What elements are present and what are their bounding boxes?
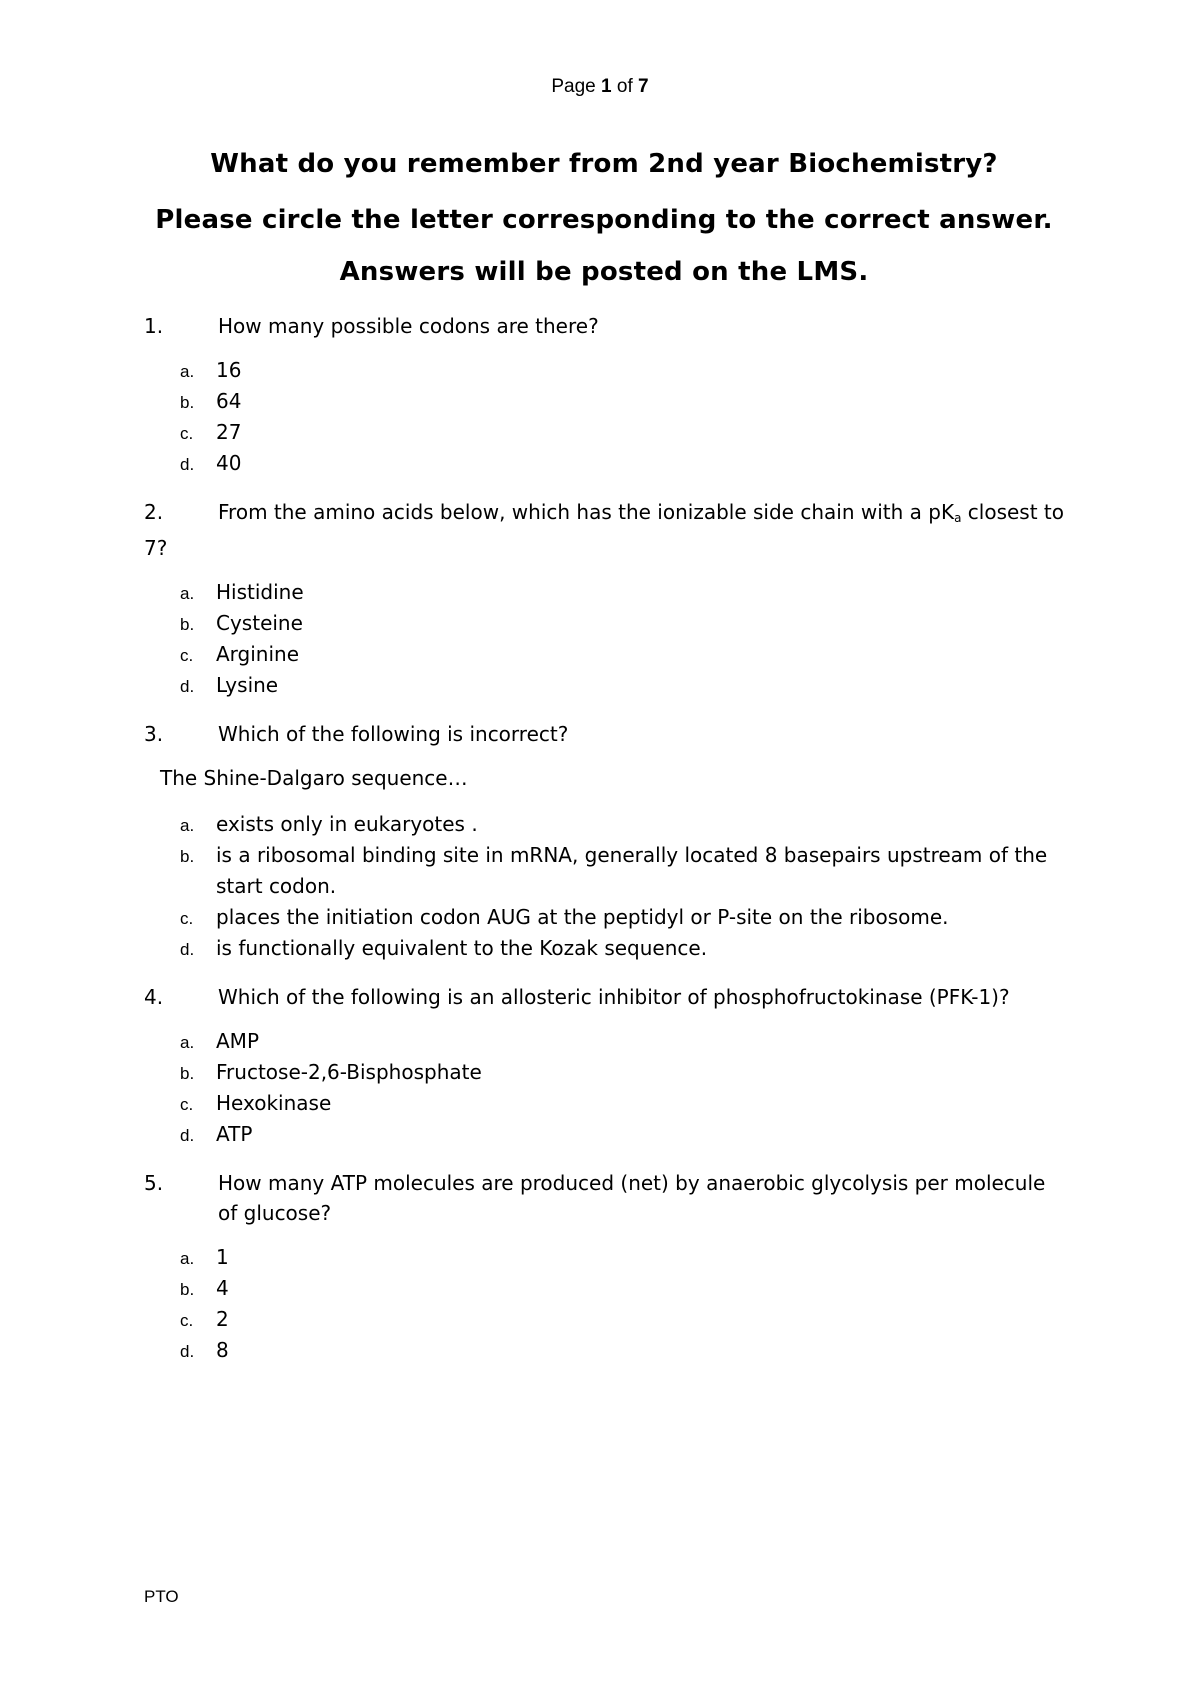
question-number: 2.	[144, 500, 164, 524]
document-title: What do you remember from 2nd year Biochemistry?	[210, 149, 998, 179]
question-3-stem: The Shine-Dalgaro sequence…	[160, 766, 468, 790]
option-d[interactable]	[180, 933, 1064, 964]
option-text: 27	[216, 420, 242, 444]
option-b[interactable]	[180, 608, 1064, 639]
option-letter[interactable]: b.	[180, 615, 195, 634]
current-page: 1	[601, 76, 612, 97]
option-c[interactable]	[180, 639, 1064, 670]
question-3-options	[180, 809, 1064, 964]
option-c[interactable]	[180, 1304, 1064, 1335]
question-number: 5.	[144, 1171, 164, 1195]
option-text: Fructose-2,6-Bisphosphate	[216, 1060, 482, 1084]
option-text: Cysteine	[216, 611, 303, 635]
option-letter[interactable]: d.	[180, 940, 195, 959]
option-letter[interactable]: b.	[180, 393, 195, 412]
option-letter[interactable]: b.	[180, 847, 195, 866]
option-letter[interactable]: d.	[180, 1126, 195, 1145]
option-d[interactable]	[180, 448, 1064, 479]
question-5-options	[180, 1242, 1064, 1366]
option-text: places the initiation codon AUG at the peptidyl or P-site on the ribosome.	[216, 905, 949, 929]
option-letter[interactable]: a.	[180, 1033, 195, 1052]
document-body	[144, 145, 1064, 1384]
question-2	[144, 497, 1064, 563]
question-text: How many possible codons are there?	[218, 314, 599, 338]
question-number: 4.	[144, 985, 164, 1009]
page-number	[0, 76, 1200, 98]
question-text: How many ATP molecules are produced (net) by anaerobic glycolysis per molecule of glucose?	[218, 1171, 1046, 1225]
option-letter[interactable]: a.	[180, 1249, 195, 1268]
instructions-heading: Please circle the letter corresponding to the correct answer.	[155, 205, 1053, 235]
option-a[interactable]	[180, 355, 1064, 386]
option-text: exists only in eukaryotes .	[216, 812, 478, 836]
option-a[interactable]	[180, 809, 1064, 840]
option-letter[interactable]: c.	[180, 1095, 194, 1114]
option-text: 40	[216, 451, 242, 475]
question-4-options	[180, 1026, 1064, 1150]
option-text: 64	[216, 389, 242, 413]
page-label: Page	[551, 76, 596, 97]
option-a[interactable]	[180, 1026, 1064, 1057]
option-text: AMP	[216, 1029, 259, 1053]
option-letter[interactable]: b.	[180, 1064, 195, 1083]
option-c[interactable]	[180, 902, 1064, 933]
option-text: 4	[216, 1276, 229, 1300]
footer-pto: PTO	[144, 1587, 179, 1606]
question-2-options	[180, 577, 1064, 701]
option-letter[interactable]: d.	[180, 455, 195, 474]
option-letter[interactable]: d.	[180, 677, 195, 696]
option-letter[interactable]: a.	[180, 816, 195, 835]
question-text-continued: closest to 7?	[144, 500, 1065, 560]
option-text: Hexokinase	[216, 1091, 332, 1115]
question-text: Which of the following is incorrect?	[218, 722, 569, 746]
option-letter[interactable]: b.	[180, 1280, 195, 1299]
question-1	[144, 311, 1064, 341]
question-number: 3.	[144, 722, 164, 746]
question-1-options	[180, 355, 1064, 479]
question-3	[144, 719, 1064, 749]
question-5	[144, 1168, 1064, 1228]
answers-note-heading: Answers will be posted on the LMS.	[339, 257, 869, 287]
option-text: is functionally equivalent to the Kozak sequence.	[216, 936, 708, 960]
question-number: 1.	[144, 314, 164, 338]
option-b[interactable]	[180, 1057, 1064, 1088]
option-letter[interactable]: c.	[180, 424, 194, 443]
option-text: 2	[216, 1307, 229, 1331]
option-b[interactable]	[180, 1273, 1064, 1304]
question-text: Which of the following is an allosteric inhibitor of phosphofructokinase (PFK-1)?	[218, 985, 1010, 1009]
option-text: Lysine	[216, 673, 279, 697]
option-d[interactable]	[180, 670, 1064, 701]
option-letter[interactable]: c.	[180, 646, 194, 665]
option-letter[interactable]: c.	[180, 1311, 194, 1330]
option-text: Arginine	[216, 642, 300, 666]
option-d[interactable]	[180, 1335, 1064, 1366]
question-text: From the amino acids below, which has the ionizable side chain with a pK	[218, 500, 955, 524]
option-a[interactable]	[180, 1242, 1064, 1273]
option-text: Histidine	[216, 580, 304, 604]
of-label: of	[616, 76, 633, 97]
option-letter[interactable]: a.	[180, 362, 195, 381]
option-letter[interactable]: a.	[180, 584, 195, 603]
option-text: 1	[216, 1245, 229, 1269]
option-c[interactable]	[180, 417, 1064, 448]
option-c[interactable]	[180, 1088, 1064, 1119]
total-pages: 7	[638, 76, 649, 97]
option-a[interactable]	[180, 577, 1064, 608]
option-text: is a ribosomal binding site in mRNA, generally located 8 basepairs upstream of the start codon.	[216, 843, 1048, 898]
option-letter[interactable]: c.	[180, 909, 194, 928]
option-b[interactable]	[180, 840, 1064, 902]
option-b[interactable]	[180, 386, 1064, 417]
pka-subscript: a	[954, 511, 962, 525]
option-text: ATP	[216, 1122, 253, 1146]
option-letter[interactable]: d.	[180, 1342, 195, 1361]
option-text: 8	[216, 1338, 229, 1362]
option-text: 16	[216, 358, 242, 382]
question-4	[144, 982, 1064, 1012]
option-d[interactable]	[180, 1119, 1064, 1150]
